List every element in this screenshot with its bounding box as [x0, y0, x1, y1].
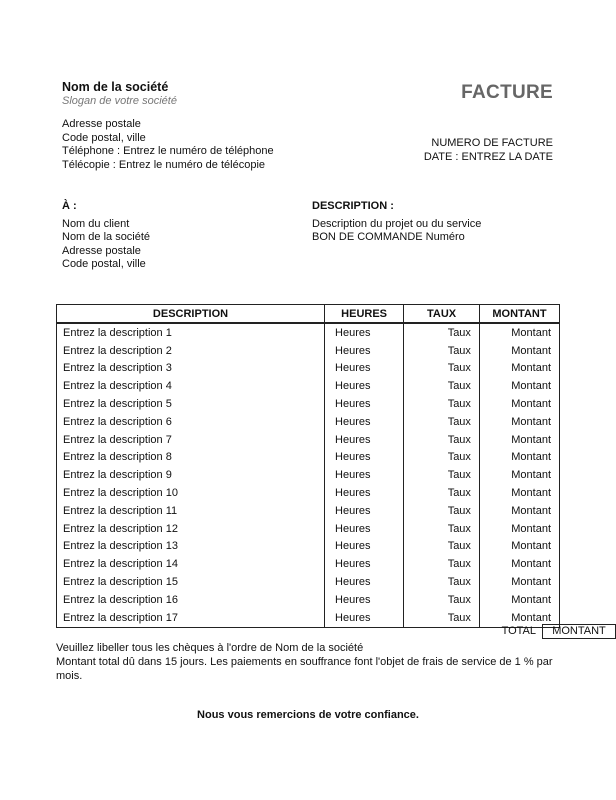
row-rate: Taux	[404, 609, 480, 627]
table-row	[57, 538, 560, 556]
row-hours: Heures	[325, 360, 404, 378]
recipient-postal: Code postal, ville	[62, 258, 146, 270]
row-hours: Heures	[325, 377, 404, 395]
table-row	[57, 502, 560, 520]
row-rate: Taux	[404, 591, 480, 609]
row-hours: Heures	[325, 609, 404, 627]
row-description: Entrez la description 5	[57, 395, 325, 413]
row-hours: Heures	[325, 466, 404, 484]
row-hours: Heures	[325, 484, 404, 502]
description-order: BON DE COMMANDE Numéro	[312, 231, 465, 243]
recipient-heading: À :	[62, 200, 77, 212]
row-description: Entrez la description 10	[57, 484, 325, 502]
items-table	[56, 304, 560, 628]
row-description: Entrez la description 14	[57, 555, 325, 573]
row-rate: Taux	[404, 431, 480, 449]
recipient-block	[62, 200, 150, 272]
invoice-number: NUMERO DE FACTURE	[431, 137, 553, 149]
header-amount: MONTANT	[479, 305, 559, 324]
row-description: Entrez la description 1	[57, 323, 325, 342]
row-description: Entrez la description 11	[57, 502, 325, 520]
total-amount: MONTANT	[542, 624, 616, 639]
invoice-title: FACTURE	[461, 82, 553, 103]
company-name: Nom de la société	[62, 80, 169, 94]
row-rate: Taux	[404, 360, 480, 378]
table-row	[57, 484, 560, 502]
row-description: Entrez la description 2	[57, 342, 325, 360]
table-row	[57, 377, 560, 395]
row-rate: Taux	[404, 466, 480, 484]
row-amount: Montant	[479, 591, 559, 609]
table-row	[57, 360, 560, 378]
invoice-date: DATE : ENTREZ LA DATE	[423, 150, 553, 163]
row-hours: Heures	[325, 538, 404, 556]
row-hours: Heures	[325, 502, 404, 520]
company-phone: Téléphone : Entrez le numéro de téléphone	[62, 145, 274, 157]
row-hours: Heures	[325, 413, 404, 431]
table-row	[57, 520, 560, 538]
row-amount: Montant	[479, 520, 559, 538]
total-row	[56, 625, 606, 639]
row-description: Entrez la description 15	[57, 573, 325, 591]
table-row	[57, 449, 560, 467]
table-row	[57, 431, 560, 449]
row-rate: Taux	[404, 555, 480, 573]
company-fax: Télécopie : Entrez le numéro de télécopie	[62, 158, 266, 171]
company-address: Adresse postale	[62, 118, 141, 130]
row-description: Entrez la description 17	[57, 609, 325, 627]
row-amount: Montant	[479, 360, 559, 378]
invoice-meta	[424, 137, 553, 164]
row-hours: Heures	[325, 431, 404, 449]
row-amount: Montant	[479, 449, 559, 467]
table-row	[57, 413, 560, 431]
row-description: Entrez la description 3	[57, 360, 325, 378]
row-description: Entrez la description 6	[57, 413, 325, 431]
table-row	[57, 466, 560, 484]
recipient-address: Adresse postale	[62, 244, 141, 257]
row-amount: Montant	[479, 484, 559, 502]
total-label: TOTAL	[501, 625, 536, 637]
row-description: Entrez la description 16	[57, 591, 325, 609]
row-description: Entrez la description 9	[57, 466, 325, 484]
row-amount: Montant	[479, 342, 559, 360]
row-hours: Heures	[325, 555, 404, 573]
row-description: Entrez la description 8	[57, 449, 325, 467]
row-description: Entrez la description 13	[57, 538, 325, 556]
row-amount: Montant	[479, 466, 559, 484]
row-description: Entrez la description 12	[57, 520, 325, 538]
table-row	[57, 323, 560, 342]
row-description: Entrez la description 4	[57, 377, 325, 395]
row-rate: Taux	[404, 484, 480, 502]
cheque-instructions: Veuillez libeller tous les chèques à l'ordre de Nom de la société	[56, 642, 364, 654]
header-description: DESCRIPTION	[57, 305, 325, 324]
table-row	[57, 591, 560, 609]
recipient-company: Nom de la société	[62, 231, 151, 243]
payment-terms: Montant total dû dans 15 jours. Les paiements en souffrance font l'objet de frais de service de 1 % par mois.	[56, 656, 553, 682]
table-row	[57, 342, 560, 360]
row-rate: Taux	[404, 502, 480, 520]
row-rate: Taux	[404, 520, 480, 538]
row-amount: Montant	[479, 609, 559, 627]
row-amount: Montant	[479, 502, 559, 520]
row-hours: Heures	[325, 520, 404, 538]
row-hours: Heures	[325, 573, 404, 591]
row-amount: Montant	[479, 538, 559, 556]
row-rate: Taux	[404, 538, 480, 556]
items-header-row	[57, 305, 560, 324]
row-rate: Taux	[404, 323, 480, 342]
row-amount: Montant	[479, 323, 559, 342]
row-rate: Taux	[404, 377, 480, 395]
row-hours: Heures	[325, 395, 404, 413]
description-project: Description du projet ou du service	[312, 217, 482, 230]
company-address-block	[62, 118, 274, 172]
table-row	[57, 395, 560, 413]
row-amount: Montant	[479, 555, 559, 573]
thank-you-message: Nous vous remercions de votre confiance.	[197, 709, 419, 721]
recipient-client: Nom du client	[62, 217, 130, 230]
row-rate: Taux	[404, 342, 480, 360]
payment-notes	[56, 641, 560, 683]
company-slogan: Slogan de votre société	[62, 95, 177, 107]
row-amount: Montant	[479, 431, 559, 449]
row-hours: Heures	[325, 591, 404, 609]
row-hours: Heures	[325, 323, 404, 342]
description-heading: DESCRIPTION :	[312, 200, 394, 212]
row-rate: Taux	[404, 413, 480, 431]
row-amount: Montant	[479, 413, 559, 431]
company-postal: Code postal, ville	[62, 131, 146, 144]
header-rate: TAUX	[404, 305, 480, 324]
row-amount: Montant	[479, 395, 559, 413]
row-rate: Taux	[404, 395, 480, 413]
row-description: Entrez la description 7	[57, 431, 325, 449]
row-amount: Montant	[479, 377, 559, 395]
row-hours: Heures	[325, 449, 404, 467]
row-rate: Taux	[404, 449, 480, 467]
table-row	[57, 555, 560, 573]
row-amount: Montant	[479, 573, 559, 591]
row-rate: Taux	[404, 573, 480, 591]
table-row	[57, 573, 560, 591]
row-hours: Heures	[325, 342, 404, 360]
description-block	[312, 200, 481, 245]
header-hours: HEURES	[325, 305, 404, 324]
